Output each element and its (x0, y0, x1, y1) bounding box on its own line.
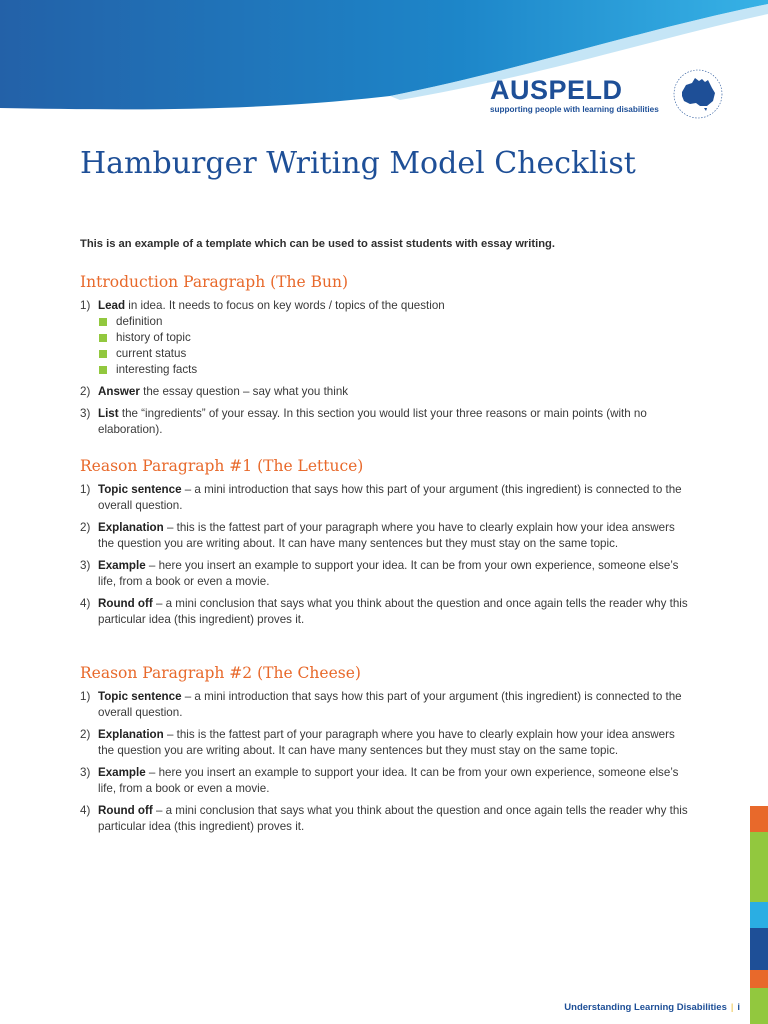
auspeld-logo (488, 74, 728, 124)
list-item: 3) Example – here you insert an example to support your idea. It can be from your own experience, someone else’s life, from a book or even a movie. (80, 766, 679, 795)
section-heading: Reason Paragraph #2 (The Cheese) (80, 664, 361, 682)
green-square-bullet-icon (99, 350, 107, 358)
side-tab-orange-2 (750, 970, 768, 988)
section-heading: Reason Paragraph #1 (The Lettuce) (80, 457, 364, 475)
list-item: 3) Example – here you insert an example to support your idea. It can be from your own experience, someone else’s life, from a book or even a movie. (80, 559, 679, 588)
section-reason-2 (80, 663, 690, 841)
side-tab-green-2 (750, 988, 768, 1024)
logo-tagline: supporting people with learning disabilities (490, 105, 659, 114)
sub-bullet-item: current status (98, 346, 690, 362)
australia-seal-icon (672, 68, 724, 120)
intro-note: This is an example of a template which can be used to assist students with essay writing. (80, 238, 555, 250)
list-item: 1) Topic sentence – a mini introduction that says how this part of your argument (this ingredient) is connected to the overall question. (80, 690, 682, 719)
page-number: i (737, 1002, 740, 1013)
green-square-bullet-icon (99, 334, 107, 342)
list-item: 4) Round off – a mini conclusion that says what you think about the question and once again tells the reader why this particular idea (this ingredient) proves it. (80, 804, 688, 833)
side-tab-cyan (750, 902, 768, 928)
page-footer (564, 1002, 740, 1013)
footer-label: Understanding Learning Disabilities (564, 1002, 727, 1013)
list-item: 1) Topic sentence – a mini introduction that says how this part of your argument (this ingredient) is connected to the overall question. (80, 483, 682, 512)
footer-separator: | (730, 1002, 734, 1013)
sub-bullet-item: definition (98, 314, 690, 330)
side-tab-green (750, 832, 768, 902)
list-item: 4) Round off – a mini conclusion that says what you think about the question and once again tells the reader why this particular idea (this ingredient) proves it. (80, 597, 688, 626)
sub-bullet-item: interesting facts (98, 362, 690, 378)
section-reason-1 (80, 456, 690, 634)
side-tab-orange (750, 806, 768, 832)
side-tab-navy (750, 928, 768, 970)
page-title: Hamburger Writing Model Checklist (80, 146, 636, 181)
logo-wordmark: AUSPELD (490, 75, 623, 105)
list-item: 2) Explanation – this is the fattest part of your paragraph where you have to clearly explain how your idea answers the question you are writing about. It can have many sentences but they must stay on the same topic. (80, 728, 675, 757)
green-square-bullet-icon (99, 318, 107, 326)
list-item: 1) Lead in idea. It needs to focus on key words / topics of the question definition history of topic current status interesting facts (80, 298, 690, 378)
section-introduction (80, 272, 690, 444)
green-square-bullet-icon (99, 366, 107, 374)
list-item: 3) List the “ingredients” of your essay. In this section you would list your three reasons or main points (with no elaboration). (80, 407, 647, 436)
sub-bullet-item: history of topic (98, 330, 690, 346)
section-heading: Introduction Paragraph (The Bun) (80, 273, 348, 291)
sub-bullet-list (98, 314, 690, 378)
list-item: 2) Answer the essay question – say what you think (80, 385, 349, 398)
list-item: 2) Explanation – this is the fattest part of your paragraph where you have to clearly explain how your idea answers the question you are writing about. It can have many sentences but they must stay on the same topic. (80, 521, 675, 550)
